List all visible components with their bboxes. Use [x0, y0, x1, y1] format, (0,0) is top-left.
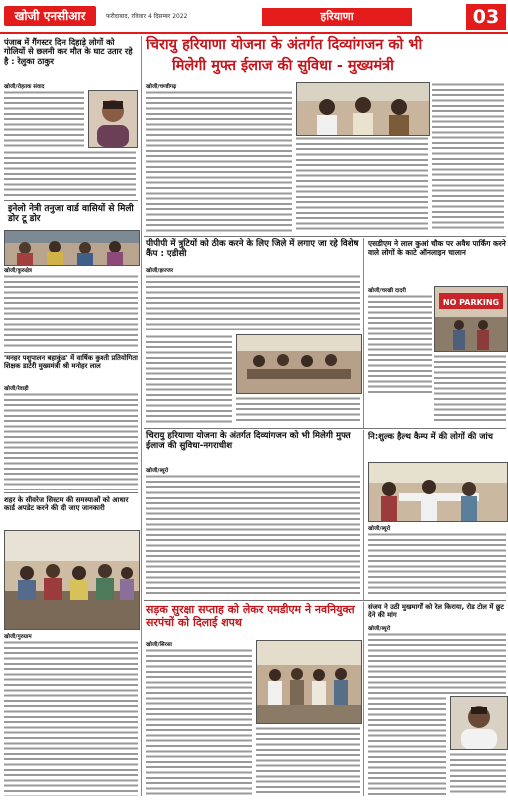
- no-parking-sign-text: NO PARKING: [442, 298, 500, 307]
- section-label: हरियाणा: [262, 8, 412, 26]
- middle-story3-headline: चिरायु हरियाणा योजना के अंतर्गत दिव्यांगजन को भी मिलेगी मुफ्त ईलाज की सुविधा-नगराधीश: [146, 431, 351, 451]
- left-story1-byline: खोजी/रोहतक संवाद: [4, 84, 45, 90]
- left-story2-byline: खोजी/कुरुक्षेत्र: [4, 268, 32, 274]
- middle-story2-caption: [434, 354, 506, 424]
- left-story4-byline: खोजी/गुरुग्राम: [4, 634, 32, 640]
- middle-story1-body: [146, 274, 360, 330]
- left-story1-photo: [88, 90, 138, 148]
- lead-body-b: [296, 136, 428, 232]
- column-separator-right: [363, 602, 364, 796]
- right-story1-body-cont: [368, 696, 446, 796]
- paper-name: खोजी एनसीआर: [4, 6, 96, 26]
- lead-byline: खोजी/चण्डीगढ़: [146, 84, 177, 90]
- left-story2-photo: [4, 230, 140, 266]
- left-story2-headline: इनेलो नेत्री तनुजा वार्ड वासियों से मिली डोर टू डोर: [8, 204, 134, 225]
- middle-story5-headline: सड़क सुरक्षा सप्ताह को लेकर एमडीएम ने नवनियुक्त सरपंचों को दिलाई शपथ: [146, 603, 355, 629]
- middle-divider-2: [144, 600, 506, 601]
- masthead-rule: [0, 32, 508, 34]
- lead-headline-line2: मिलेगी मुफ्त ईलाज की सुविधा - मुख्यमंत्री: [172, 58, 394, 74]
- right-story1-headline: संजय ने उठी मुखमार्गों को रेल किराया, रोड टोल में छूट देने की मांग: [368, 603, 504, 619]
- column-separator-mid: [363, 238, 364, 428]
- lead-body-c: [432, 82, 504, 232]
- right-story1-photo: [450, 696, 508, 750]
- left-story4-headline: शहर के सीवरेज सिस्टम की समस्याओं को आधार कार्ड अपडेट करने की दी जाए जानकारी: [4, 496, 129, 513]
- right-story1-byline: खोजी/ब्यूरो: [368, 626, 391, 632]
- lead-divider: [144, 236, 506, 237]
- middle-story5-body: [146, 648, 252, 796]
- left-story4-photo: [4, 530, 140, 630]
- left-story1-body-cont: [4, 150, 136, 198]
- middle-story1-body-cont: [146, 334, 232, 424]
- middle-story5-byline: खोजी/सिरसा: [146, 642, 172, 648]
- middle-story4-headline: नि:शुल्क हैल्थ कैम्प में की लोगों की जांच: [368, 431, 493, 441]
- middle-story1-headline: पीपीपी में त्रुटियों को ठीक करने के लिए जिले में लगाए जा रहे विशेष कैंप : एडीसी: [146, 239, 359, 259]
- page-number: 03: [466, 4, 506, 30]
- left-story1-body: [4, 90, 84, 156]
- left-story4-body: [4, 640, 138, 796]
- left-story3-body: [4, 392, 138, 490]
- middle-story1-photo: [236, 334, 362, 394]
- middle-story2-body: [368, 294, 432, 394]
- right-story1-body: [368, 632, 506, 694]
- middle-story2-headline: एसडीएम ने लाल कुआं चौक पर अवैध पार्किंग करने वाले लोगों के काटे ऑनलाइन चालान: [368, 239, 506, 257]
- middle-story4-byline: खोजी/ब्यूरो: [368, 526, 391, 532]
- middle-story4-body: [368, 532, 506, 596]
- middle-story1-caption: [236, 396, 360, 424]
- left-divider-1: [4, 200, 138, 201]
- left-divider-3: [4, 492, 138, 493]
- right-story1-body-cont2: [450, 752, 506, 796]
- middle-story3-body: [146, 474, 360, 596]
- left-story2-body: [4, 274, 138, 350]
- middle-story3-byline: खोजी/ब्यूरो: [146, 468, 169, 474]
- lead-photo: [296, 82, 430, 136]
- middle-divider-1: [144, 428, 506, 429]
- left-story3-headline: 'मनहर पशुपालन बहाकुंड' में वार्षिक कुश्ती प्रतियोगिता शिक्षक डाटेरी मुख्यमंत्री श्री मनोहर लाल: [4, 354, 138, 370]
- middle-story5-photo: [256, 640, 362, 724]
- middle-story2-byline: खोजी/चरखी दादरी: [368, 288, 406, 294]
- left-story3-byline: खोजी/रेवाड़ी: [4, 386, 29, 392]
- middle-story4-photo: [368, 462, 508, 522]
- left-story1-headline: पंजाब में गैंगस्टर दिन दिहाड़े लोगों को गोलियों से छलनी कर मौत के घाट उतार रहे है : रेलुका ठाकुर: [4, 37, 133, 66]
- date-line: फरीदाबाद, रविवार 4 दिसम्बर 2022: [106, 13, 188, 20]
- middle-story1-byline: खोजी/झज्जर: [146, 268, 174, 274]
- left-divider-2: [4, 352, 138, 353]
- lead-headline-line1: चिरायु हरियाणा योजना के अंतर्गत दिव्यांगजन को भी: [146, 37, 423, 53]
- column-separator-mid2: [363, 430, 364, 600]
- lead-body-a: [146, 90, 292, 232]
- middle-story5-body-cont: [256, 726, 360, 796]
- column-separator-left: [141, 36, 142, 796]
- masthead: [0, 0, 508, 32]
- middle-story2-photo: [434, 286, 508, 352]
